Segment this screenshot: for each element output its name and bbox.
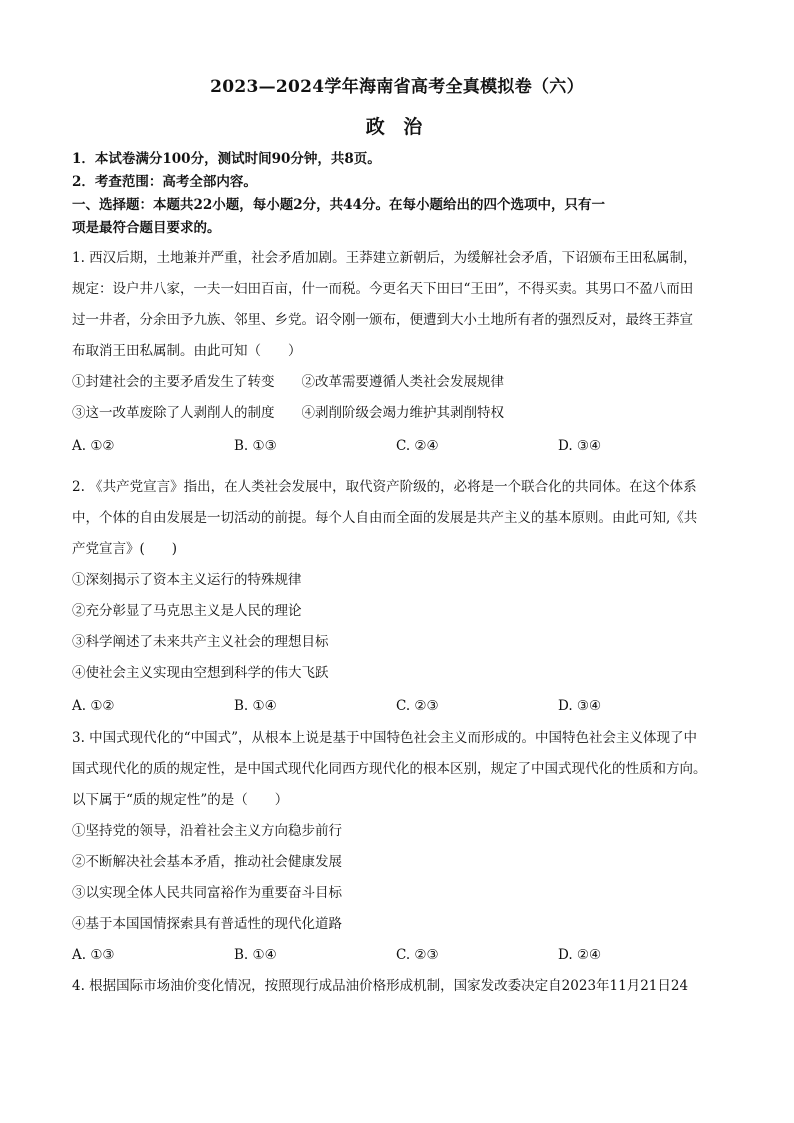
option-b[interactable]: B. ①④ <box>234 698 277 714</box>
instruction-1: 1．本试卷满分100分，测试时间90分钟，共8页。 <box>72 151 381 167</box>
question-item: ①坚持党的领导，沿着社会主义方向稳步前行 <box>72 823 342 839</box>
question-item: ①深刻揭示了资本主义运行的特殊规律 <box>72 572 302 588</box>
question-text-line: 3. 中国式现代化的“中国式”，从根本上说是基于中国特色社会主义而形成的。中国特色社会主义体现了中 <box>72 730 697 746</box>
option-b[interactable]: B. ①③ <box>234 438 277 454</box>
question-text-line: 4. 根据国际市场油价变化情况，按照现行成品油价格形成机制，国家发改委决定自2023年11月21日24 <box>72 978 689 994</box>
question-item: ③这一改革废除了人剥削人的制度 ④剥削阶级会竭力维护其剥削特权 <box>72 405 504 421</box>
option-c[interactable]: C. ②④ <box>396 438 439 454</box>
question-text-line: 布取消王田私属制。由此可知（ ） <box>72 343 302 359</box>
option-c[interactable]: C. ②③ <box>396 947 439 963</box>
option-a[interactable]: A. ①② <box>72 698 115 714</box>
question-item: ①封建社会的主要矛盾发生了转变 ②改革需要遵循人类社会发展规律 <box>72 374 504 390</box>
question-text-line: 国式现代化的质的规定性，是中国式现代化同西方现代化的根本区别，规定了中国式现代化的性质和方向。 <box>72 761 707 777</box>
exam-title: 2023—2024学年海南省高考全真模拟卷（六） <box>210 77 584 97</box>
question-text-line: 2. 《共产党宣言》指出，在人类社会发展中，取代资产阶级的，必将是一个联合化的共同体。在这个体系 <box>72 479 697 495</box>
question-item: ②不断解决社会基本矛盾，推动社会健康发展 <box>72 854 342 870</box>
option-d[interactable]: D. ②④ <box>558 947 602 963</box>
question-text-line: 中，个体的自由发展是一切活动的前提。每个人自由而全面的发展是共产主义的基本原则。由此可知,《共 <box>72 510 698 526</box>
question-text-line: 过一井者，分余田予九族、邻里、乡党。诏令刚一颁布，便遭到大小土地所有者的强烈反对，最终王莽宣 <box>72 312 693 328</box>
subject-title: 政 治 <box>365 116 429 138</box>
question-text-line: 以下属于“质的规定性”的是（ ） <box>72 792 289 808</box>
question-text-line: 规定：设户井八家，一夫一妇田百亩，什一而税。今更名天下田曰“王田”，不得买卖。其男口不盈八而田 <box>72 281 694 297</box>
question-item: ③以实现全体人民共同富裕作为重要奋斗目标 <box>72 885 342 901</box>
question-item: ④使社会主义实现由空想到科学的伟大飞跃 <box>72 665 329 681</box>
option-c[interactable]: C. ②③ <box>396 698 439 714</box>
option-d[interactable]: D. ③④ <box>558 438 602 454</box>
question-text-line: 1. 西汉后期，土地兼并严重，社会矛盾加剧。王莽建立新朝后，为缓解社会矛盾，下诏颁布王田私属制， <box>72 250 697 266</box>
option-d[interactable]: D. ③④ <box>558 698 602 714</box>
section-heading: 一、选择题：本题共22小题，每小题2分，共44分。在每小题给出的四个选项中，只有一 <box>72 197 605 213</box>
question-item: ②充分彰显了马克思主义是人民的理论 <box>72 603 302 619</box>
option-b[interactable]: B. ①④ <box>234 947 277 963</box>
question-item: ③科学阐述了未来共产主义社会的理想目标 <box>72 634 329 650</box>
question-text-line: 产党宣言》( ) <box>72 541 178 557</box>
section-heading-cont: 项是最符合题目要求的。 <box>72 220 221 236</box>
instruction-2: 2．考查范围：高考全部内容。 <box>72 174 257 190</box>
option-a[interactable]: A. ①② <box>72 438 115 454</box>
option-a[interactable]: A. ①③ <box>72 947 115 963</box>
question-item: ④基于本国国情探索具有普适性的现代化道路 <box>72 916 342 932</box>
